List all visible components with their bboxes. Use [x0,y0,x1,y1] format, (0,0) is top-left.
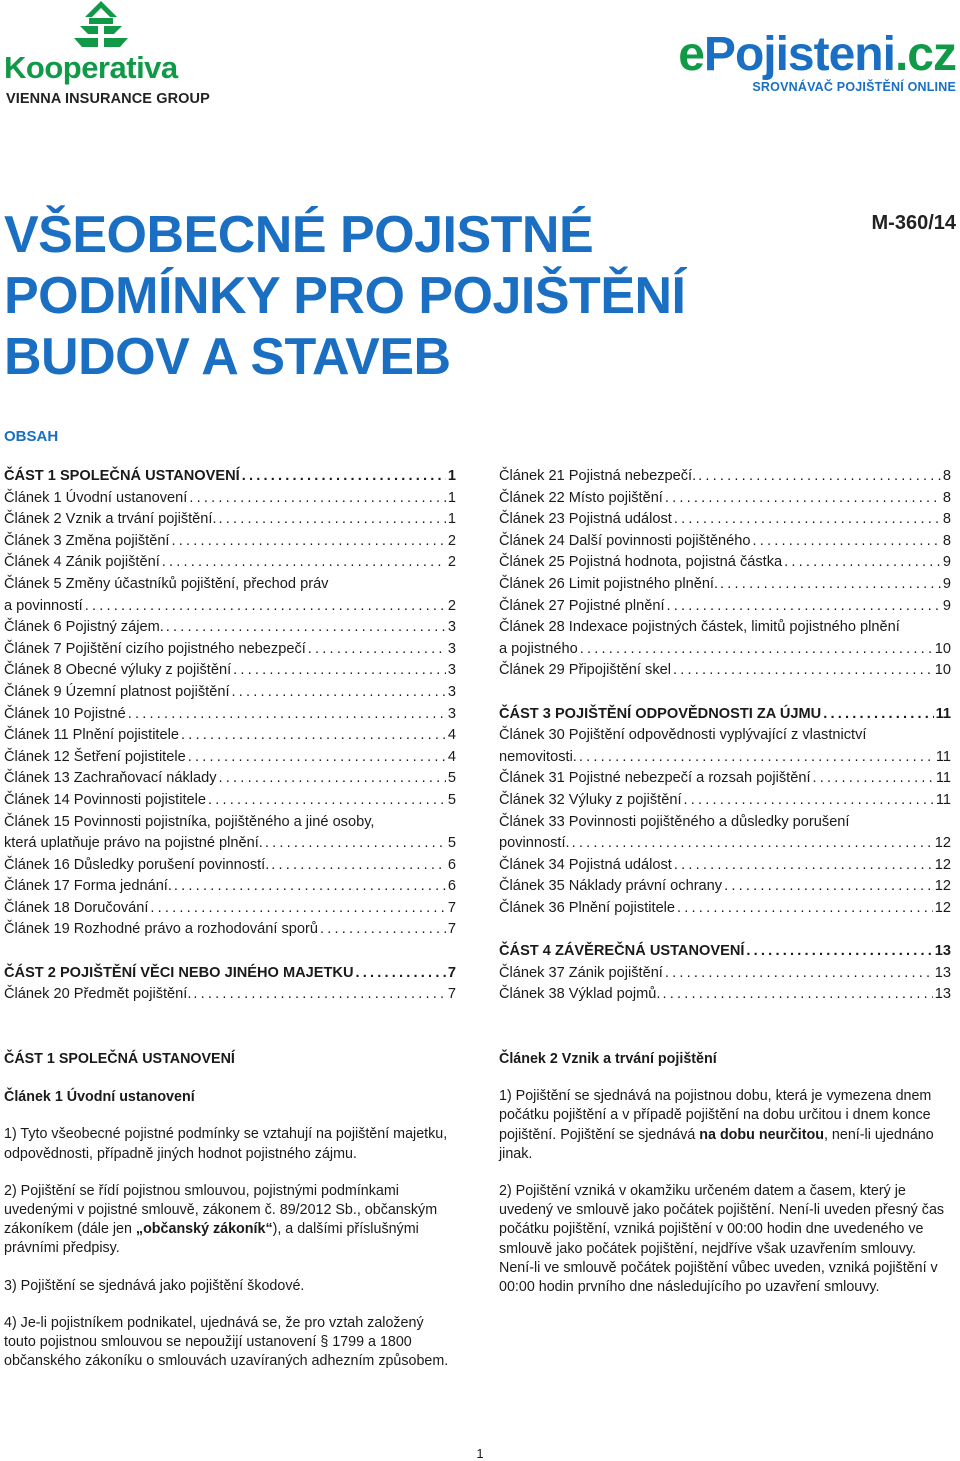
toc-spacer [499,682,951,704]
toc-entry[interactable] [499,596,951,618]
toc-entry-label: Článek 27 Pojistné plnění [499,597,665,614]
toc-entry-label: Článek 26 Limit pojistného plnění. [499,575,719,592]
toc-entry-label: Článek 7 Pojištění cizího pojistného nebezpečí [4,640,306,657]
toc-page-number: 5 [447,791,456,808]
toc-leader-dots [753,531,941,553]
toc-entry-label: která uplatňuje právo na pojistné plnění. [4,835,263,852]
toc-page-number: 1 [447,511,456,528]
toc-entry[interactable] [4,574,456,596]
toc-entry[interactable] [499,768,951,790]
toc-entry-label: Článek 22 Místo pojištění [499,489,663,506]
toc-leader-dots [674,509,941,531]
toc-leader-dots [674,855,933,877]
toc-entry[interactable] [4,812,456,834]
toc-spacer [499,919,951,941]
toc-leader-dots [579,747,934,769]
toc-entry[interactable] [4,596,456,618]
toc-page-number: 1 [447,468,456,484]
toc-left-column [4,466,456,1006]
toc-page-number: 6 [447,878,456,895]
paragraph: 4) Je-li pojistníkem podnikatel, ujednává se, že pro vztah založený touto pojistnou smlouvou se nepoužijí ustanovení § 1799 a 1800 občanského zákoníku o smlouvách uzavíraných adhezním způsobem. [4,1314,449,1370]
toc-page-number: 2 [447,554,456,571]
paragraph: 1) Tyto všeobecné pojistné podmínky se vztahují na pojištění majetku, odpovědnosti, případně jiných hodnot pojistného zájmu. [4,1126,448,1162]
toc-entry[interactable] [499,898,951,920]
toc-leader-dots [208,790,446,812]
toc-entry-label: Článek 5 Změny účastníků pojištění, přechod práv [4,575,329,592]
toc-leader-dots [265,833,446,855]
toc-entry[interactable] [4,790,456,812]
toc-entry[interactable] [4,725,456,747]
toc-page-number: 7 [447,899,456,916]
toc-leader-dots [162,552,446,574]
toc-entry[interactable] [4,919,456,941]
toc-leader-dots [724,876,933,898]
toc-entry-label: Článek 37 Zánik pojištění [499,964,663,981]
toc-leader-dots [580,639,933,661]
toc-entry[interactable] [499,552,951,574]
toc-page-number: 9 [942,597,951,614]
toc-entry-label: ČÁST 3 POJIŠTĚNÍ ODPOVĚDNOSTI ZA ÚJMU [499,705,822,722]
toc-leader-dots [150,898,445,920]
toc-page-number: 13 [934,986,951,1003]
toc-entry-label: Článek 28 Indexace pojistných částek, limitů pojistného plnění [499,619,900,636]
toc-leader-dots [572,833,933,855]
toc-page-number: 12 [934,835,951,852]
kooperativa-name: Kooperativa [4,50,178,85]
toc-entry-label: ČÁST 1 SPOLEČNÁ USTANOVENÍ [4,468,240,484]
toc-entry[interactable] [4,552,456,574]
toc-page-number: 11 [935,748,951,765]
toc-part-entry[interactable] [499,941,951,963]
toc-leader-dots [784,552,941,574]
title-line-3: BUDOV A STAVEB [4,328,451,386]
toc-leader-dots [356,963,446,985]
toc-entry[interactable] [4,768,456,790]
toc-page-number: 6 [447,856,456,873]
toc-leader-dots [308,639,446,661]
body-left-column [4,1050,456,1389]
toc-entry[interactable] [499,725,951,747]
toc-entry-label: Článek 20 Předmět pojištění. [4,986,192,1003]
toc-entry-label: Článek 3 Změna pojištění [4,532,170,549]
title-line-1: VŠEOBECNÉ POJISTNÉ [4,206,594,264]
toc-entry-label: Článek 32 Výluky z pojištění [499,791,682,808]
toc-entry[interactable] [499,790,951,812]
toc-page-number: 4 [447,748,456,765]
toc-leader-dots [171,531,445,553]
toc-page-number: 3 [447,640,456,657]
toc-page-number: 9 [942,554,951,571]
toc-entry[interactable] [4,898,456,920]
toc-page-number: 13 [934,943,951,960]
toc-leader-dots [189,488,446,510]
toc-page-number: 12 [934,856,951,873]
toc-page-number: 2 [447,532,456,549]
toc-entry[interactable] [4,855,456,877]
toc-entry[interactable] [4,531,456,553]
toc-entry[interactable] [499,747,951,769]
paragraph: 2) Pojištění se řídí pojistnou smlouvou, pojistnými podmínkami uvedenými v pojistné smlouvě, zákonem č. 89/2012 Sb., občanským zákoníkem (dále jen „občanský zákoník“), a dalšími příslušnými právními předpisy. [4,1182,438,1257]
toc-entry-label: Článek 12 Šetření pojistitele [4,748,186,765]
toc-leader-dots [85,596,446,618]
toc-entry[interactable] [4,747,456,769]
toc-leader-dots [665,488,941,510]
toc-entry[interactable] [4,876,456,898]
toc-page-number: 7 [447,921,456,938]
toc-entry-label: Článek 21 Pojistná nebezpečí. [499,468,697,484]
toc-leader-dots [665,963,933,985]
toc-entry-label: Článek 14 Povinnosti pojistitele [4,791,206,808]
toc-entry[interactable] [499,466,951,488]
toc-page-number: 7 [447,986,456,1003]
toc-entry-label: Článek 17 Forma jednání. [4,878,172,895]
toc-page-number: 9 [942,575,951,592]
title-line-2: PODMÍNKY PRO POJIŠTĚNÍ [4,267,686,325]
toc-entry[interactable] [4,984,456,1006]
toc-heading: OBSAH [4,428,59,445]
toc-page-number: 11 [935,770,951,787]
toc-entry-label: povinností. [499,835,570,852]
toc-leader-dots [746,941,932,963]
toc-entry-label: Článek 34 Pojistná událost [499,856,672,873]
body-right-column [499,1050,951,1315]
toc-entry[interactable] [4,704,456,726]
toc-entry[interactable] [499,660,951,682]
toc-leader-dots [166,617,446,639]
toc-entry-label: ČÁST 4 ZÁVĚREČNÁ USTANOVENÍ [499,943,745,960]
toc-entry[interactable] [499,617,951,639]
toc-part-entry[interactable] [4,963,456,985]
toc-entry-label: Článek 30 Pojištění odpovědnosti vyplývající z vlastnictví [499,727,867,744]
toc-page-number: 4 [447,727,456,744]
toc-entry[interactable] [499,833,951,855]
toc-leader-dots [219,768,446,790]
toc-leader-dots [193,984,445,1006]
toc-entry[interactable] [499,855,951,877]
part-heading: ČÁST 1 SPOLEČNÁ USTANOVENÍ [4,1051,235,1067]
toc-leader-dots [823,704,933,726]
toc-entry-label: Článek 6 Pojistný zájem. [4,619,164,636]
toc-page-number: 12 [934,899,951,916]
toc-page-number: 8 [942,511,951,528]
epojisteni-logo [678,30,956,94]
toc-entry[interactable] [499,963,951,985]
toc-entry-label: Článek 36 Plnění pojistitele [499,899,676,916]
toc-part-entry[interactable] [499,704,951,726]
page-number: 1 [476,1446,484,1461]
document-title [4,205,686,388]
kooperativa-emblem-icon [70,0,132,50]
article-heading: Článek 1 Úvodní ustanovení [4,1089,195,1106]
toc-entry-label: Článek 19 Rozhodné právo a rozhodování sporů [4,921,318,938]
toc-entry-label: Článek 35 Náklady právní ochrany [499,878,723,895]
toc-entry-label: Článek 16 Důsledky porušení povinností. [4,856,270,873]
toc-entry[interactable] [499,876,951,898]
toc-entry[interactable] [4,617,456,639]
toc-spacer [4,941,456,963]
toc-part-entry[interactable] [4,466,456,488]
toc-entry-label: Článek 1 Úvodní ustanovení [4,489,188,506]
toc-right-column [499,466,951,1006]
toc-leader-dots [698,466,941,488]
toc-entry[interactable] [4,639,456,661]
toc-entry-label: a pojistného [499,640,578,657]
toc-leader-dots [720,574,941,596]
toc-entry-label: Článek 23 Pojistná událost [499,511,672,528]
toc-entry-label: nemovitosti. [499,748,577,765]
toc-page-number: 5 [447,835,456,852]
toc-leader-dots [233,660,446,682]
toc-leader-dots [673,660,933,682]
toc-page-number: 12 [934,878,951,895]
toc-entry-label: Článek 2 Vznik a trvání pojištění. [4,511,217,528]
document-code: M-360/14 [871,212,956,234]
kooperativa-logo [4,0,210,110]
toc-leader-dots [662,984,932,1006]
toc-page-number: 8 [942,468,951,484]
toc-entry[interactable] [499,509,951,531]
toc-page-number: 13 [934,964,951,981]
toc-page-number: 8 [942,532,951,549]
toc-entry-label: Článek 24 Další povinnosti pojištěného [499,532,751,549]
toc-leader-dots [677,898,933,920]
toc-entry-label: Článek 10 Pojistné [4,705,126,722]
toc-entry[interactable] [4,833,456,855]
toc-entry-label: Článek 29 Připojištění skel [499,662,671,679]
toc-entry[interactable] [4,488,456,510]
toc-page-number: 1 [447,489,456,506]
paragraph: 1) Pojištění se sjednává na pojistnou dobu, která je vymezena dnem počátku pojištění a v případě pojištění na dobu určitou i dnem konce pojištění. Pojištění se sjednává na dobu neurčitou, není-li ujednáno jinak. [499,1088,934,1162]
toc-leader-dots [188,747,446,769]
toc-leader-dots [667,596,941,618]
toc-entry[interactable] [499,574,951,596]
toc-entry[interactable] [499,488,951,510]
toc-entry[interactable] [499,812,951,834]
toc-leader-dots [271,855,446,877]
toc-entry[interactable] [499,531,951,553]
toc-entry-label: Článek 25 Pojistná hodnota, pojistná částka [499,554,783,571]
toc-page-number: 10 [934,662,951,679]
toc-entry[interactable] [4,660,456,682]
toc-entry-label: Článek 11 Plnění pojistitele [4,727,179,744]
toc-leader-dots [232,682,446,704]
toc-page-number: 10 [934,640,951,657]
toc-page-number: 8 [942,489,951,506]
epojisteni-tagline: SROVNÁVAČ POJIŠTĚNÍ ONLINE [752,80,956,94]
toc-entry-label: Článek 33 Povinnosti pojištěného a důsledky porušení [499,813,850,830]
toc-entry-label: Článek 15 Povinnosti pojistníka, pojištěného a jiné osoby, [4,813,375,830]
kooperativa-group: VIENNA INSURANCE GROUP [6,91,210,107]
toc-leader-dots [174,876,446,898]
toc-entry-label: Článek 8 Obecné výluky z pojištění [4,662,232,679]
toc-page-number: 3 [447,683,456,700]
paragraph: 2) Pojištění vzniká v okamžiku určeném datem a časem, který je uvedený ve smlouvě jako počátek pojištění. Není-li uveden přesný čas počátku pojištění, vzniká pojištění v 00:00 hodin dne uvedeného ve smlouvě jako počátek pojištění, nejdříve však uzavřením smlouvy. Není-li ve smlouvě počátek pojištění vůbec uveden, vzniká pojištění v 00:00 hodin prvního dne následujícího po uzavření smlouvy. [499,1183,945,1296]
toc-entry[interactable] [499,984,951,1006]
toc-entry[interactable] [499,639,951,661]
toc-entry-label: ČÁST 2 POJIŠTĚNÍ VĚCI NEBO JINÉHO MAJETKU [4,964,354,981]
toc-page-number: 5 [447,770,456,787]
toc-entry-label: Článek 18 Doručování [4,899,149,916]
toc-page-number: 3 [447,619,456,636]
toc-entry-label: Článek 13 Zachraňovací náklady [4,770,217,787]
article-heading: Článek 2 Vznik a trvání pojištění [499,1051,717,1067]
toc-entry[interactable] [4,509,456,531]
toc-page-number: 3 [447,662,456,679]
toc-entry-label: Článek 9 Územní platnost pojištění [4,683,230,700]
toc-page-number: 7 [447,964,456,981]
toc-leader-dots [128,704,446,726]
toc-entry-label: a povinností [4,597,83,614]
toc-leader-dots [320,919,446,941]
toc-leader-dots [242,466,446,488]
toc-entry-label: Článek 4 Zánik pojištění [4,554,160,571]
toc-leader-dots [181,725,446,747]
toc-page-number: 11 [935,705,951,722]
toc-entry-label: Článek 38 Výklad pojmů. [499,986,661,1003]
toc-page-number: 11 [935,791,951,808]
toc-leader-dots [219,509,446,531]
toc-page-number: 3 [447,705,456,722]
toc-entry[interactable] [4,682,456,704]
paragraph: 3) Pojištění se sjednává jako pojištění škodové. [4,1277,305,1294]
toc-leader-dots [684,790,934,812]
toc-entry-label: Článek 31 Pojistné nebezpečí a rozsah pojištění [499,770,811,787]
epojisteni-wordmark: ePojisteni.cz [678,28,956,81]
toc-page-number: 2 [447,597,456,614]
toc-leader-dots [813,768,934,790]
